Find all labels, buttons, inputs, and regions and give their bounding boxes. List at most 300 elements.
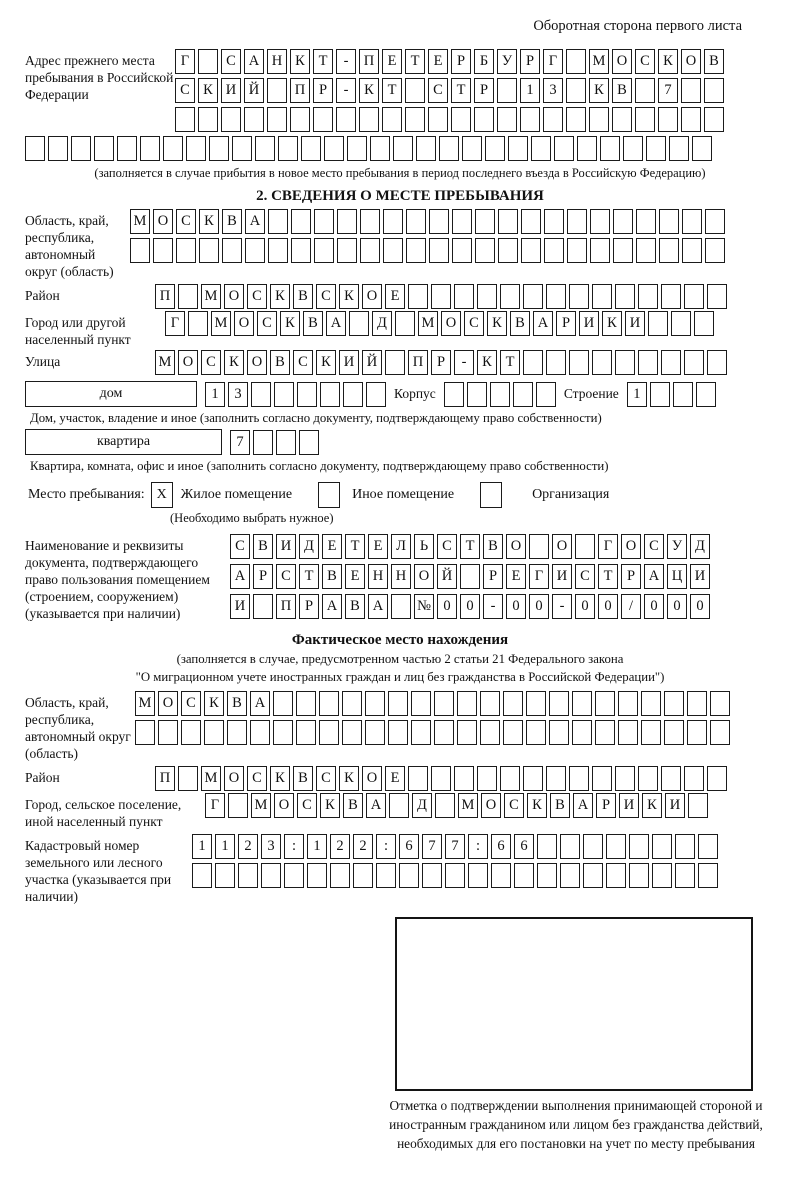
char-cell[interactable] xyxy=(659,238,679,263)
char-cell[interactable]: К xyxy=(527,793,547,818)
char-cell[interactable]: К xyxy=(359,78,379,103)
char-cell[interactable] xyxy=(546,766,566,791)
char-cell[interactable] xyxy=(320,382,340,407)
char-cell[interactable]: 0 xyxy=(644,594,664,619)
char-cell[interactable]: И xyxy=(221,78,241,103)
char-cell[interactable]: - xyxy=(552,594,572,619)
char-cell[interactable]: У xyxy=(497,49,517,74)
char-cell[interactable] xyxy=(485,136,505,161)
char-cell[interactable] xyxy=(590,238,610,263)
char-cell[interactable] xyxy=(684,350,704,375)
char-cell[interactable]: О xyxy=(506,534,526,559)
char-cell[interactable] xyxy=(618,720,638,745)
char-cell[interactable] xyxy=(347,136,367,161)
char-cell[interactable]: Е xyxy=(322,534,342,559)
char-cell[interactable]: Г xyxy=(175,49,195,74)
char-cell[interactable] xyxy=(460,564,480,589)
char-cell[interactable]: 7 xyxy=(445,834,465,859)
char-cell[interactable]: С xyxy=(635,49,655,74)
char-cell[interactable]: К xyxy=(199,209,219,234)
char-cell[interactable] xyxy=(365,691,385,716)
char-cell[interactable]: М xyxy=(135,691,155,716)
char-cell[interactable]: К xyxy=(270,284,290,309)
char-cell[interactable] xyxy=(444,382,464,407)
char-cell[interactable]: А xyxy=(322,594,342,619)
char-cell[interactable] xyxy=(480,720,500,745)
char-cell[interactable]: В xyxy=(550,793,570,818)
char-cell[interactable]: Б xyxy=(474,49,494,74)
char-cell[interactable]: Е xyxy=(385,766,405,791)
char-cell[interactable] xyxy=(267,107,287,132)
char-cell[interactable] xyxy=(523,350,543,375)
char-cell[interactable] xyxy=(232,136,252,161)
char-cell[interactable] xyxy=(370,136,390,161)
char-cell[interactable]: М xyxy=(155,350,175,375)
char-cell[interactable]: 1 xyxy=(627,382,647,407)
char-cell[interactable] xyxy=(422,863,442,888)
char-cell[interactable] xyxy=(629,863,649,888)
char-cell[interactable]: : xyxy=(376,834,396,859)
char-cell[interactable]: / xyxy=(621,594,641,619)
char-cell[interactable] xyxy=(71,136,91,161)
char-cell[interactable] xyxy=(130,238,150,263)
char-cell[interactable] xyxy=(475,209,495,234)
char-cell[interactable]: К xyxy=(658,49,678,74)
char-cell[interactable]: 3 xyxy=(261,834,281,859)
char-cell[interactable] xyxy=(544,209,564,234)
char-cell[interactable]: С xyxy=(247,766,267,791)
char-cell[interactable]: И xyxy=(552,564,572,589)
char-cell[interactable] xyxy=(704,78,724,103)
char-cell[interactable] xyxy=(429,238,449,263)
char-cell[interactable]: И xyxy=(665,793,685,818)
char-cell[interactable] xyxy=(253,594,273,619)
char-cell[interactable]: П xyxy=(408,350,428,375)
char-cell[interactable] xyxy=(641,720,661,745)
char-cell[interactable]: Т xyxy=(299,564,319,589)
char-cell[interactable]: С xyxy=(230,534,250,559)
char-cell[interactable] xyxy=(468,863,488,888)
char-cell[interactable]: К xyxy=(270,766,290,791)
char-cell[interactable] xyxy=(669,136,689,161)
char-cell[interactable] xyxy=(491,863,511,888)
checkbox-organization[interactable] xyxy=(480,482,502,508)
char-cell[interactable]: К xyxy=(280,311,300,336)
char-cell[interactable] xyxy=(209,136,229,161)
char-cell[interactable] xyxy=(694,311,714,336)
char-cell[interactable]: О xyxy=(552,534,572,559)
char-cell[interactable] xyxy=(284,863,304,888)
char-cell[interactable] xyxy=(560,834,580,859)
char-cell[interactable] xyxy=(158,720,178,745)
char-cell[interactable]: Р xyxy=(451,49,471,74)
char-cell[interactable] xyxy=(569,284,589,309)
char-cell[interactable] xyxy=(349,311,369,336)
char-cell[interactable]: Н xyxy=(267,49,287,74)
char-cell[interactable] xyxy=(457,691,477,716)
char-cell[interactable] xyxy=(273,691,293,716)
char-cell[interactable] xyxy=(646,136,666,161)
char-cell[interactable] xyxy=(215,863,235,888)
char-cell[interactable]: О xyxy=(178,350,198,375)
char-cell[interactable]: 1 xyxy=(520,78,540,103)
char-cell[interactable] xyxy=(705,238,725,263)
char-cell[interactable] xyxy=(291,238,311,263)
char-cell[interactable]: Т xyxy=(382,78,402,103)
char-cell[interactable]: И xyxy=(625,311,645,336)
char-cell[interactable] xyxy=(365,720,385,745)
char-cell[interactable]: 6 xyxy=(399,834,419,859)
char-cell[interactable] xyxy=(188,311,208,336)
char-cell[interactable] xyxy=(661,766,681,791)
char-cell[interactable]: Р xyxy=(483,564,503,589)
char-cell[interactable]: И xyxy=(579,311,599,336)
char-cell[interactable]: 6 xyxy=(514,834,534,859)
char-cell[interactable] xyxy=(503,720,523,745)
char-cell[interactable] xyxy=(255,136,275,161)
char-cell[interactable]: О xyxy=(274,793,294,818)
char-cell[interactable] xyxy=(48,136,68,161)
char-cell[interactable]: К xyxy=(487,311,507,336)
char-cell[interactable] xyxy=(337,238,357,263)
char-cell[interactable] xyxy=(307,863,327,888)
char-cell[interactable]: О xyxy=(414,564,434,589)
char-cell[interactable] xyxy=(569,350,589,375)
char-cell[interactable]: А xyxy=(326,311,346,336)
char-cell[interactable]: О xyxy=(158,691,178,716)
char-cell[interactable] xyxy=(278,136,298,161)
char-cell[interactable]: В xyxy=(704,49,724,74)
char-cell[interactable] xyxy=(629,834,649,859)
char-cell[interactable]: 0 xyxy=(598,594,618,619)
char-cell[interactable]: К xyxy=(602,311,622,336)
char-cell[interactable]: М xyxy=(251,793,271,818)
char-cell[interactable]: А xyxy=(250,691,270,716)
char-cell[interactable]: И xyxy=(339,350,359,375)
char-cell[interactable]: Д xyxy=(690,534,710,559)
char-cell[interactable]: Ь xyxy=(414,534,434,559)
char-cell[interactable] xyxy=(94,136,114,161)
char-cell[interactable] xyxy=(301,136,321,161)
char-cell[interactable] xyxy=(650,382,670,407)
char-cell[interactable] xyxy=(477,766,497,791)
char-cell[interactable] xyxy=(474,107,494,132)
char-cell[interactable]: 3 xyxy=(228,382,248,407)
char-cell[interactable]: 7 xyxy=(230,430,250,455)
char-cell[interactable] xyxy=(439,136,459,161)
char-cell[interactable] xyxy=(636,209,656,234)
char-cell[interactable]: М xyxy=(201,284,221,309)
checkbox-other-premises[interactable] xyxy=(318,482,340,508)
char-cell[interactable] xyxy=(324,136,344,161)
char-cell[interactable] xyxy=(490,382,510,407)
char-cell[interactable] xyxy=(435,793,455,818)
char-cell[interactable]: 6 xyxy=(491,834,511,859)
char-cell[interactable] xyxy=(498,209,518,234)
char-cell[interactable]: О xyxy=(362,284,382,309)
char-cell[interactable]: П xyxy=(155,284,175,309)
char-cell[interactable] xyxy=(198,49,218,74)
char-cell[interactable]: 0 xyxy=(529,594,549,619)
char-cell[interactable] xyxy=(684,766,704,791)
char-cell[interactable]: М xyxy=(130,209,150,234)
char-cell[interactable]: В xyxy=(293,766,313,791)
char-cell[interactable]: В xyxy=(222,209,242,234)
char-cell[interactable] xyxy=(696,382,716,407)
char-cell[interactable]: 0 xyxy=(506,594,526,619)
char-cell[interactable] xyxy=(297,382,317,407)
checkbox-residential[interactable]: X xyxy=(151,482,173,508)
char-cell[interactable] xyxy=(566,78,586,103)
char-cell[interactable] xyxy=(186,136,206,161)
char-cell[interactable]: В xyxy=(322,564,342,589)
char-cell[interactable] xyxy=(675,834,695,859)
char-cell[interactable] xyxy=(500,284,520,309)
char-cell[interactable] xyxy=(673,382,693,407)
char-cell[interactable]: Н xyxy=(391,564,411,589)
char-cell[interactable] xyxy=(572,720,592,745)
char-cell[interactable] xyxy=(314,209,334,234)
char-cell[interactable]: В xyxy=(293,284,313,309)
char-cell[interactable]: В xyxy=(253,534,273,559)
char-cell[interactable] xyxy=(405,107,425,132)
char-cell[interactable] xyxy=(411,720,431,745)
char-cell[interactable]: С xyxy=(257,311,277,336)
char-cell[interactable] xyxy=(299,430,319,455)
char-cell[interactable]: - xyxy=(483,594,503,619)
char-cell[interactable]: А xyxy=(533,311,553,336)
char-cell[interactable] xyxy=(526,720,546,745)
char-cell[interactable]: Р xyxy=(520,49,540,74)
char-cell[interactable]: 7 xyxy=(658,78,678,103)
char-cell[interactable]: О xyxy=(362,766,382,791)
char-cell[interactable]: Н xyxy=(368,564,388,589)
char-cell[interactable] xyxy=(636,238,656,263)
char-cell[interactable]: С xyxy=(221,49,241,74)
char-cell[interactable]: К xyxy=(316,350,336,375)
char-cell[interactable]: П xyxy=(276,594,296,619)
char-cell[interactable] xyxy=(623,136,643,161)
char-cell[interactable] xyxy=(391,594,411,619)
char-cell[interactable]: Й xyxy=(362,350,382,375)
char-cell[interactable] xyxy=(454,284,474,309)
char-cell[interactable] xyxy=(192,863,212,888)
char-cell[interactable] xyxy=(497,78,517,103)
char-cell[interactable] xyxy=(652,863,672,888)
char-cell[interactable]: С xyxy=(176,209,196,234)
char-cell[interactable]: С xyxy=(201,350,221,375)
char-cell[interactable]: Т xyxy=(451,78,471,103)
char-cell[interactable] xyxy=(462,136,482,161)
char-cell[interactable] xyxy=(613,238,633,263)
char-cell[interactable] xyxy=(661,284,681,309)
char-cell[interactable]: Р xyxy=(474,78,494,103)
char-cell[interactable]: Д xyxy=(372,311,392,336)
char-cell[interactable] xyxy=(521,238,541,263)
char-cell[interactable] xyxy=(342,691,362,716)
char-cell[interactable] xyxy=(707,284,727,309)
char-cell[interactable] xyxy=(267,78,287,103)
char-cell[interactable] xyxy=(661,350,681,375)
char-cell[interactable]: 0 xyxy=(460,594,480,619)
char-cell[interactable] xyxy=(566,107,586,132)
char-cell[interactable] xyxy=(705,209,725,234)
char-cell[interactable] xyxy=(612,107,632,132)
char-cell[interactable] xyxy=(549,691,569,716)
char-cell[interactable]: 1 xyxy=(192,834,212,859)
char-cell[interactable] xyxy=(595,720,615,745)
char-cell[interactable]: А xyxy=(245,209,265,234)
char-cell[interactable] xyxy=(707,350,727,375)
char-cell[interactable] xyxy=(615,766,635,791)
char-cell[interactable] xyxy=(659,209,679,234)
char-cell[interactable] xyxy=(319,691,339,716)
char-cell[interactable]: К xyxy=(224,350,244,375)
char-cell[interactable] xyxy=(244,107,264,132)
char-cell[interactable] xyxy=(590,209,610,234)
char-cell[interactable]: И xyxy=(230,594,250,619)
char-cell[interactable]: - xyxy=(336,78,356,103)
char-cell[interactable] xyxy=(648,311,668,336)
char-cell[interactable]: К xyxy=(290,49,310,74)
char-cell[interactable] xyxy=(477,284,497,309)
char-cell[interactable] xyxy=(383,238,403,263)
char-cell[interactable] xyxy=(153,238,173,263)
char-cell[interactable]: - xyxy=(336,49,356,74)
char-cell[interactable] xyxy=(376,863,396,888)
char-cell[interactable]: О xyxy=(247,350,267,375)
char-cell[interactable] xyxy=(595,691,615,716)
char-cell[interactable]: П xyxy=(359,49,379,74)
char-cell[interactable] xyxy=(544,238,564,263)
char-cell[interactable] xyxy=(658,107,678,132)
char-cell[interactable]: 2 xyxy=(330,834,350,859)
char-cell[interactable] xyxy=(575,534,595,559)
char-cell[interactable] xyxy=(467,382,487,407)
char-cell[interactable]: О xyxy=(224,284,244,309)
char-cell[interactable]: 0 xyxy=(437,594,457,619)
char-cell[interactable] xyxy=(353,863,373,888)
char-cell[interactable]: Т xyxy=(405,49,425,74)
char-cell[interactable]: О xyxy=(681,49,701,74)
char-cell[interactable] xyxy=(360,209,380,234)
char-cell[interactable]: Т xyxy=(598,564,618,589)
char-cell[interactable] xyxy=(508,136,528,161)
char-cell[interactable] xyxy=(664,691,684,716)
char-cell[interactable] xyxy=(577,136,597,161)
char-cell[interactable]: В xyxy=(270,350,290,375)
char-cell[interactable] xyxy=(682,238,702,263)
char-cell[interactable] xyxy=(360,238,380,263)
char-cell[interactable]: - xyxy=(454,350,474,375)
char-cell[interactable]: Г xyxy=(598,534,618,559)
char-cell[interactable] xyxy=(567,209,587,234)
char-cell[interactable] xyxy=(228,793,248,818)
char-cell[interactable] xyxy=(359,107,379,132)
char-cell[interactable]: А xyxy=(644,564,664,589)
char-cell[interactable] xyxy=(399,863,419,888)
char-cell[interactable]: О xyxy=(224,766,244,791)
char-cell[interactable] xyxy=(546,350,566,375)
char-cell[interactable] xyxy=(710,720,730,745)
char-cell[interactable]: А xyxy=(230,564,250,589)
char-cell[interactable]: 2 xyxy=(353,834,373,859)
char-cell[interactable] xyxy=(497,107,517,132)
char-cell[interactable]: Р xyxy=(621,564,641,589)
char-cell[interactable]: 1 xyxy=(205,382,225,407)
char-cell[interactable] xyxy=(25,136,45,161)
char-cell[interactable] xyxy=(513,382,533,407)
char-cell[interactable] xyxy=(615,284,635,309)
char-cell[interactable]: С xyxy=(644,534,664,559)
char-cell[interactable]: К xyxy=(477,350,497,375)
char-cell[interactable]: С xyxy=(276,564,296,589)
char-cell[interactable]: М xyxy=(458,793,478,818)
char-cell[interactable]: С xyxy=(464,311,484,336)
char-cell[interactable] xyxy=(452,209,472,234)
char-cell[interactable] xyxy=(411,691,431,716)
char-cell[interactable] xyxy=(704,107,724,132)
char-cell[interactable] xyxy=(592,284,612,309)
char-cell[interactable] xyxy=(638,284,658,309)
char-cell[interactable]: Й xyxy=(244,78,264,103)
char-cell[interactable] xyxy=(330,863,350,888)
char-cell[interactable] xyxy=(245,238,265,263)
char-cell[interactable]: О xyxy=(621,534,641,559)
char-cell[interactable]: И xyxy=(619,793,639,818)
char-cell[interactable] xyxy=(408,766,428,791)
char-cell[interactable]: У xyxy=(667,534,687,559)
char-cell[interactable] xyxy=(687,691,707,716)
char-cell[interactable] xyxy=(428,107,448,132)
char-cell[interactable]: В xyxy=(483,534,503,559)
char-cell[interactable]: С xyxy=(316,766,336,791)
char-cell[interactable] xyxy=(445,863,465,888)
char-cell[interactable] xyxy=(687,720,707,745)
char-cell[interactable] xyxy=(641,691,661,716)
char-cell[interactable] xyxy=(681,107,701,132)
char-cell[interactable] xyxy=(389,793,409,818)
char-cell[interactable]: С xyxy=(181,691,201,716)
char-cell[interactable] xyxy=(343,382,363,407)
char-cell[interactable]: М xyxy=(201,766,221,791)
char-cell[interactable]: 1 xyxy=(307,834,327,859)
char-cell[interactable]: В xyxy=(227,691,247,716)
char-cell[interactable] xyxy=(434,720,454,745)
char-cell[interactable] xyxy=(692,136,712,161)
char-cell[interactable] xyxy=(638,350,658,375)
char-cell[interactable] xyxy=(366,382,386,407)
char-cell[interactable]: Г xyxy=(205,793,225,818)
char-cell[interactable] xyxy=(163,136,183,161)
char-cell[interactable] xyxy=(475,238,495,263)
char-cell[interactable] xyxy=(238,863,258,888)
char-cell[interactable] xyxy=(135,720,155,745)
char-cell[interactable]: П xyxy=(155,766,175,791)
char-cell[interactable]: А xyxy=(368,594,388,619)
char-cell[interactable] xyxy=(454,766,474,791)
char-cell[interactable]: В xyxy=(303,311,323,336)
char-cell[interactable]: Е xyxy=(506,564,526,589)
char-cell[interactable] xyxy=(314,238,334,263)
char-cell[interactable] xyxy=(176,238,196,263)
char-cell[interactable]: М xyxy=(589,49,609,74)
char-cell[interactable]: 0 xyxy=(575,594,595,619)
char-cell[interactable] xyxy=(615,350,635,375)
char-cell[interactable] xyxy=(406,209,426,234)
char-cell[interactable]: Е xyxy=(385,284,405,309)
char-cell[interactable] xyxy=(635,107,655,132)
